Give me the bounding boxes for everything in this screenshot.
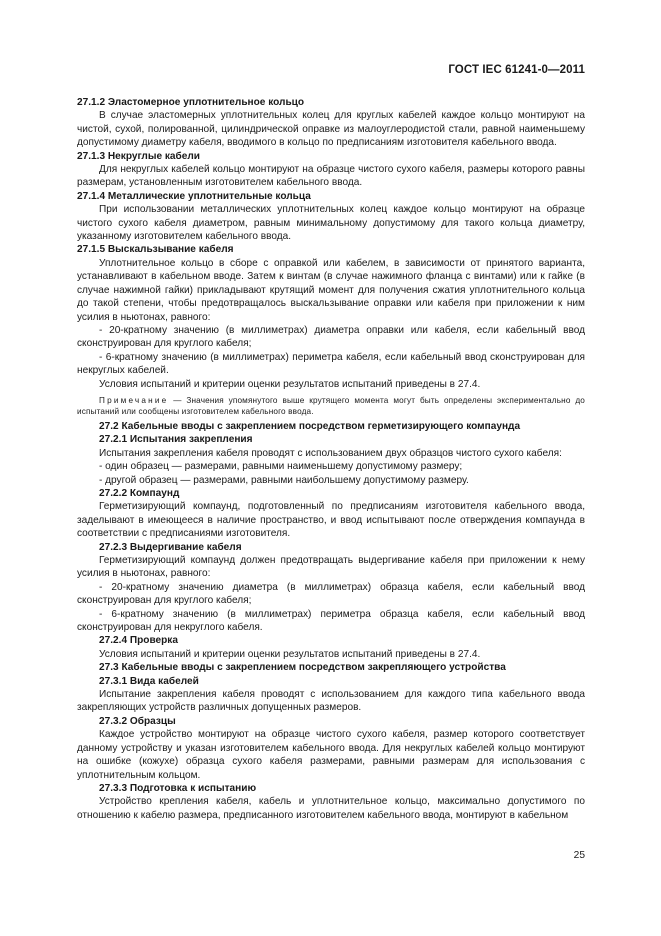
paragraph: При использовании металлических уплотнительных колец каждое кольцо монтируют на образце чистого сухого кабеля диаметром, равным минимальному допустимому для такого кольца диаметру, указанному изготовителем кабельного ввода. — [77, 204, 585, 243]
heading-27-2-4: 27.2.4 Проверка — [99, 635, 178, 647]
paragraph: Устройство крепления кабеля, кабель и уплотнительное кольцо, максимально допустимого по отношению к кабелю размера, предписанного изготовителем кабельного ввода, монтируют в кабельном — [77, 796, 585, 821]
heading-27-3-3: 27.3.3 Подготовка к испытанию — [99, 782, 257, 794]
paragraph: Уплотнительное кольцо в сборе с оправкой или кабелем, в зависимости от принятого варианта, устанавливают в кабельном вводе. Затем к винтам (в случае нажимного фланца с винтами) или к гайке (в случае нажимной гайки) прикладывают крутящий момент для получения сжатия уплотнительного кольца до такой степени, чтобы предотвращалось выскальзывание оправки или кабеля при приложении к ним усилия в ньютонах, равного: — [77, 257, 585, 323]
paragraph: Условия испытаний и критерии оценки результатов испытаний приведены в 27.4. — [99, 648, 481, 660]
note-text: — Значения упомянутого выше крутящего момента могут быть определены экспериментально до испытаний или сообщены изготовителем кабельного ввода. — [77, 395, 585, 416]
heading-27-2-2: 27.2.2 Компаунд — [99, 487, 180, 499]
heading-27-2-3: 27.2.3 Выдергивание кабеля — [99, 541, 242, 553]
paragraph: В случае эластомерных уплотнительных колец для круглых кабелей каждое кольцо монтируют на чистой, сухой, полированной, цилиндрической оправке из малоуглеродистой стали, равной наименьшему допустимому диаметру кабеля, вводимого в кольцо по предписаниям изготовителя кабельного ввода. — [77, 110, 585, 149]
page-number: 25 — [573, 850, 585, 861]
list-item: - 20-кратному значению диаметра (в миллиметрах) образца кабеля, если кабельный ввод сконструирован для круглого кабеля; — [77, 581, 585, 607]
heading-27-1-3: 27.1.3 Некруглые кабели — [77, 150, 201, 162]
list-item: - 20-кратному значению (в миллиметрах) диаметра оправки или кабеля, если кабельный ввод сконструирован для круглого кабеля; — [77, 324, 585, 350]
heading-27-1-4: 27.1.4 Металлические уплотнительные кольца — [77, 190, 311, 202]
heading-27-2-1: 27.2.1 Испытания закрепления — [99, 434, 253, 446]
heading-27-1-5: 27.1.5 Выскальзывание кабеля — [77, 244, 234, 256]
paragraph: Испытания закрепления кабеля проводят с использованием двух образцов чистого сухого кабеля: — [99, 447, 562, 459]
heading-27-3-1: 27.3.1 Вида кабелей — [99, 675, 199, 687]
paragraph: Герметизирующий компаунд, подготовленный по предписаниям изготовителя кабельного ввода, заделывают в имеющееся в наличие пространство, и ввод испытывают после отверждения компаунда в соответствии с предписаниями изготовителя. — [77, 501, 585, 540]
document-body — [77, 96, 585, 822]
paragraph: Каждое устройство монтируют на образце чистого сухого кабеля, размер которого соответствует данному устройству и указан изготовителем кабельного ввода. Для некруглых кабелей кольцо монтируют на ошибке (кожухе) образца сухого кабеля размерами, равными размерам для использования с уплотнительным кольцом. — [77, 729, 585, 781]
heading-27-2: 27.2 Кабельные вводы с закреплением посредством герметизирующего компаунда — [99, 420, 521, 432]
note — [77, 395, 585, 417]
list-item: - 6-кратному значению (в миллиметрах) периметра образца кабеля, если кабельный ввод сконструирован для некруглого кабеля. — [77, 608, 585, 634]
heading-27-3: 27.3 Кабельные вводы с закреплением посредством закрепляющего устройства — [99, 662, 506, 674]
list-item: - 6-кратному значению (в миллиметрах) периметра кабеля, если кабельный ввод сконструирован для некруглых кабелей. — [77, 351, 585, 377]
heading-27-1-2: 27.1.2 Эластомерное уплотнительное кольцо — [77, 97, 305, 108]
paragraph: Условия испытаний и критерии оценки результатов испытаний приведены в 27.4. — [99, 378, 481, 390]
heading-27-3-2: 27.3.2 Образцы — [99, 715, 176, 727]
list-item: - один образец — размерами, равными наименьшему допустимому размеру; — [99, 461, 463, 473]
paragraph: Для некруглых кабелей кольцо монтируют на образце чистого сухого кабеля, размеры которого равны размерам, установленным изготовителем кабельного ввода. — [77, 164, 585, 189]
list-item: - другой образец — размерами, равными наибольшему допустимому размеру. — [99, 474, 469, 486]
note-label: Примечание — [99, 395, 169, 405]
paragraph: Испытание закрепления кабеля проводят с использованием для каждого типа кабельного ввода закрепляющих устройств различных допущенных размеров. — [77, 689, 585, 714]
paragraph: Герметизирующий компаунд должен предотвращать выдергивание кабеля при приложении к нему усилия в ньютонах, равного: — [77, 555, 585, 580]
document-header: ГОСТ IEC 61241-0—2011 — [448, 64, 585, 76]
